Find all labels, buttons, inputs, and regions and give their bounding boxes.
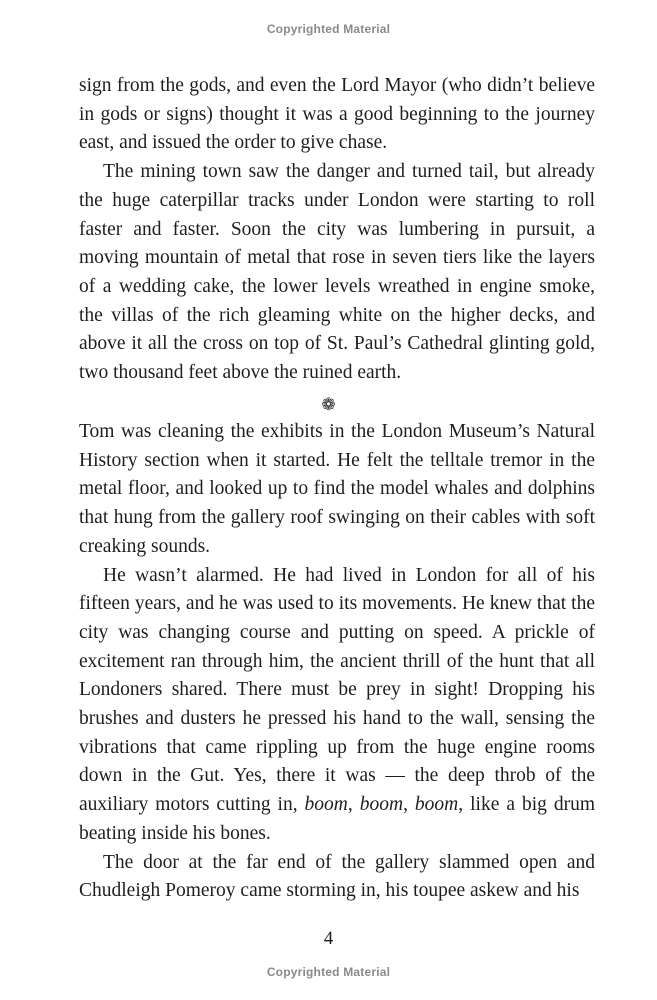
copyright-watermark-top: Copyrighted Material xyxy=(266,22,391,36)
paragraph-continuation: sign from the gods, and even the Lord Mayor (who didn’t believe in gods or signs) thought it was a good beginning to the journey east, and issued the order to give chase. xyxy=(79,75,595,154)
text-run: , xyxy=(347,794,360,816)
paragraph-not-alarmed xyxy=(79,562,595,849)
italic-boom: boom xyxy=(359,794,404,816)
section-break-ornament-icon: ❁ xyxy=(321,395,336,415)
section-one-text xyxy=(79,72,595,388)
section-two-text xyxy=(79,418,595,906)
italic-boom: boom xyxy=(304,794,348,816)
paragraph-mining-town: The mining town saw the danger and turned tail, but already the huge caterpillar tracks under London were starting to roll faster and faster. Soon the city was lumbering in pursuit, a moving mountain of metal that rose in seven tiers like the layers of a wedding cake, the lower levels wreathed in engine smoke, the villas of the rich gleaming white on the higher decks, and above it all the cross on top of St. Paul’s Cathedral glinting gold, two thousand feet above the ruined earth. xyxy=(79,161,595,384)
copyright-watermark-bottom: Copyrighted Material xyxy=(266,965,391,979)
page-number: 4 xyxy=(323,928,334,949)
italic-boom: boom xyxy=(414,794,459,816)
paragraph-tom-cleaning: Tom was cleaning the exhibits in the London Museum’s Natural History section when it started. He felt the telltale tremor in the metal floor, and looked up to find the model whales and dolphins that hung from the gallery roof swinging on their cables with soft creaking sounds. xyxy=(79,421,595,557)
paragraph-door-slammed: The door at the far end of the gallery slammed open and Chudleigh Pomeroy came storming in, his toupee askew and his xyxy=(79,851,595,902)
text-run: , like a big drum beating inside his bones. xyxy=(79,794,595,844)
text-run: He wasn’t alarmed. He had lived in London for all of his fifteen years, and he was used to its movements. He knew that the city was changing course and putting on speed. A prickle of excitement ran through him, the ancient thrill of the hunt that all Londoners shared. There must be prey in sight! Dropping his brushes and dusters he pressed his hand to the wall, sensing the vibrations that came rippling up from the huge engine rooms down in the Gut. Yes, there it was — the deep throb of the auxiliary motors cutting in, xyxy=(79,564,595,816)
text-run: , xyxy=(403,794,415,816)
